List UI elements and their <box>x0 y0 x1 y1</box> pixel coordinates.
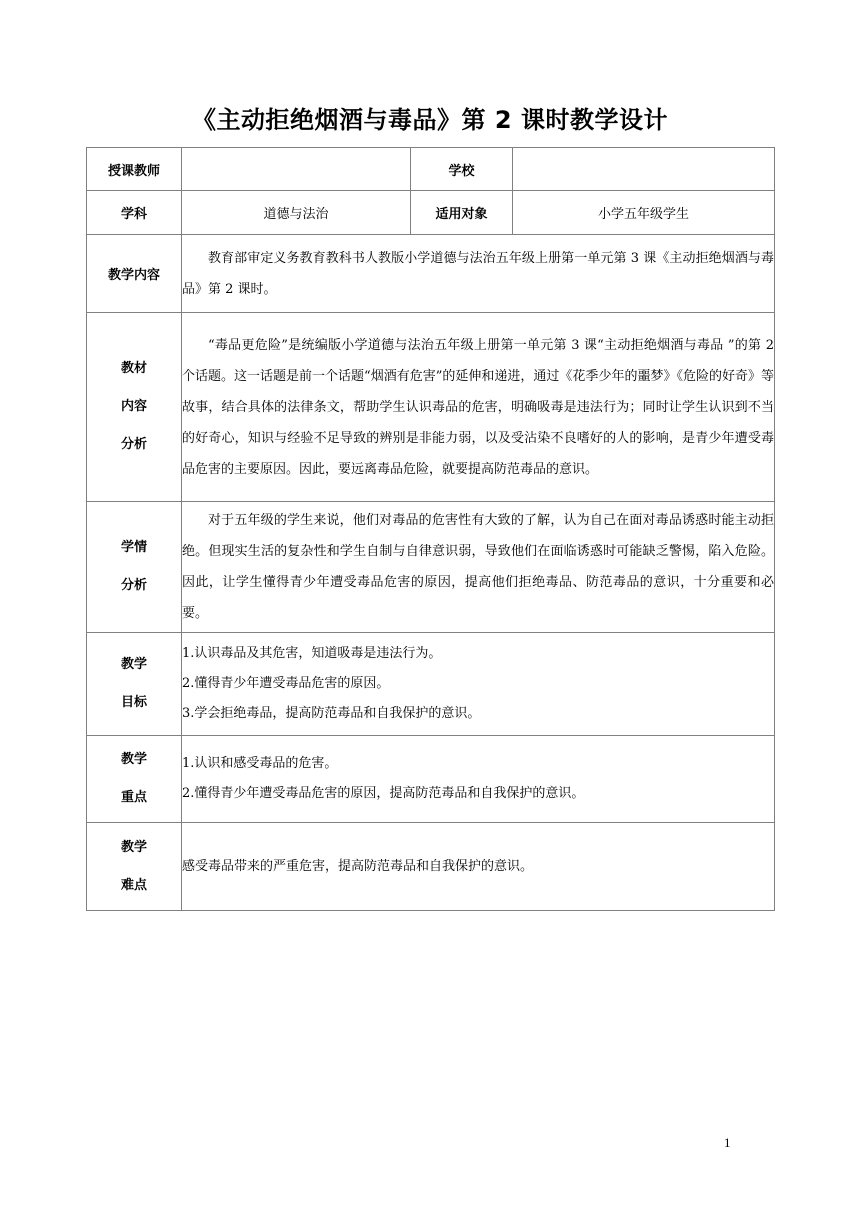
row-teacher-school <box>87 148 775 191</box>
key-point-item: 1.认识和感受毒品的危害。 <box>182 756 338 771</box>
row-teaching-goals <box>87 633 775 736</box>
difficulty-text: 感受毒品带来的严重危害，提高防范毒品和自我保护的意识。 <box>182 823 775 911</box>
target-label: 适用对象 <box>411 191 513 235</box>
row-material-analysis <box>87 313 775 502</box>
key-points-list <box>182 736 775 823</box>
analysis-text: “毒品更危险”是统编版小学道德与法治五年级上册第一单元第 3 课“主动拒绝烟酒与毒品 ”的第 2 个话题。这一话题是前一个话题“烟酒有危害”的延伸和递进，通过《花季少年的噩梦》《危险的好奇》等故事，结合具体的法律条文，帮助学生认识毒品的危害，明确吸毒是违法行为；同时让学生认识到不当的好奇心，知识与经验不足导致的辨别是非能力弱，以及受沾染不良嗜好的人的影响，是青少年遭受毒品危害的主要原因。因此，要远离毒品危险，就要提高防范毒品的意识。 <box>182 313 775 502</box>
teacher-label: 授课教师 <box>87 148 182 191</box>
content-text: 教育部审定义务教育教科书人教版小学道德与法治五年级上册第一单元第 3 课《主动拒绝烟酒与毒品》第 2 课时。 <box>182 235 775 313</box>
row-key-points <box>87 736 775 823</box>
school-value <box>513 148 775 191</box>
school-label: 学校 <box>411 148 513 191</box>
difficulty-label: 教学 难点 <box>87 823 182 911</box>
target-value: 小学五年级学生 <box>513 191 775 235</box>
row-student-analysis <box>87 502 775 633</box>
row-subject-target <box>87 191 775 235</box>
row-difficulty <box>87 823 775 911</box>
key-points-label: 教学 重点 <box>87 736 182 823</box>
goal-item: 1.认识毒品及其危害，知道吸毒是违法行为。 <box>182 646 442 661</box>
students-text: 对于五年级的学生来说，他们对毒品的危害性有大致的了解，认为自己在面对毒品诱惑时能主动拒绝。但现实生活的复杂性和学生自制与自律意识弱，导致他们在面临诱惑时可能缺乏警惕，陷入危险。因此，让学生懂得青少年遭受毒品危害的原因，提高他们拒绝毒品、防范毒品的意识，十分重要和必要。 <box>182 502 775 633</box>
goal-item: 2.懂得青少年遭受毒品危害的原因。 <box>182 676 390 691</box>
subject-value: 道德与法治 <box>182 191 411 235</box>
subject-label: 学科 <box>87 191 182 235</box>
key-point-item: 2.懂得青少年遭受毒品危害的原因，提高防范毒品和自我保护的意识。 <box>182 786 585 801</box>
teacher-value <box>182 148 411 191</box>
analysis-label: 教材 内容 分析 <box>87 313 182 502</box>
goals-label: 教学 目标 <box>87 633 182 736</box>
students-label: 学情 分析 <box>87 502 182 633</box>
document-title: 《主动拒绝烟酒与毒品》第 2 课时教学设计 <box>192 106 668 134</box>
content-label: 教学内容 <box>87 235 182 313</box>
goal-item: 3.学会拒绝毒品，提高防范毒品和自我保护的意识。 <box>182 706 481 721</box>
goals-list <box>182 633 775 736</box>
page-number: 1 <box>724 1135 731 1150</box>
row-teaching-content <box>87 235 775 313</box>
lesson-plan-table <box>86 147 775 911</box>
